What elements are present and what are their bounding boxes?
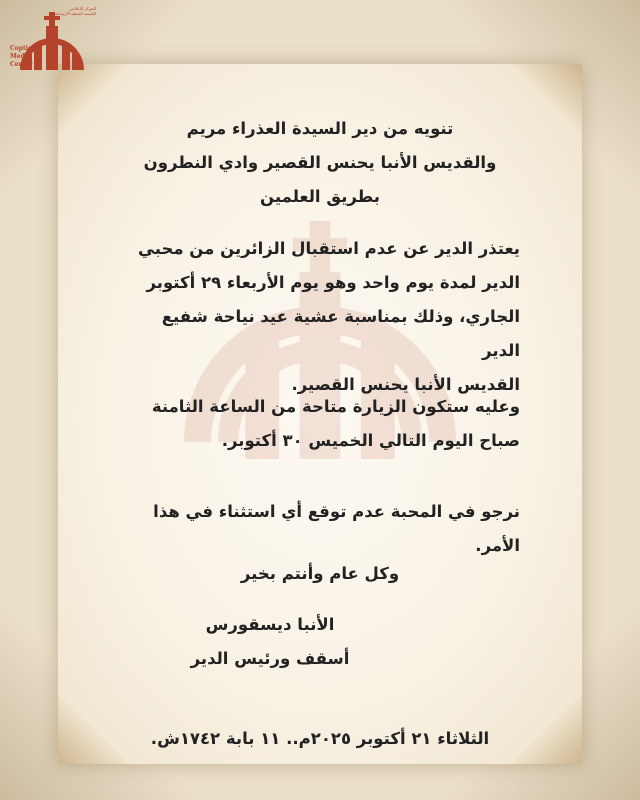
logo-text-media: Media bbox=[10, 53, 31, 60]
notice-header bbox=[120, 112, 520, 214]
paragraph-line: صباح اليوم التالي الخميس ٣٠ أكتوبر. bbox=[221, 431, 520, 450]
signature-block bbox=[180, 608, 360, 676]
notice-date: الثلاثاء ٢١ أكتوبر ٢٠٢٥م.. ١١ بابة ١٧٤٢ش. bbox=[150, 729, 490, 748]
logo-arabic-text-2: للكنيسة القبطية الأرثوذكسية bbox=[51, 11, 96, 16]
paragraph-request: نرجو في المحبة عدم توقع أي استثناء في هذا الأمر. bbox=[153, 502, 520, 555]
logo-arabic-text-1: المركز الإعلامي bbox=[68, 6, 96, 11]
greeting: وكل عام وأنتم بخير bbox=[240, 564, 400, 583]
paragraph-reopening bbox=[120, 390, 520, 458]
header-line: تنويه من دير السيدة العذراء مريم bbox=[186, 119, 454, 138]
paragraph-line: يعتذر الدير عن عدم استقبال الزائرين من محبي bbox=[138, 239, 520, 258]
paragraph-line: الجاري، وذلك بمناسبة عشية عيد نياحة شفيع الدير bbox=[161, 307, 520, 360]
paragraph-line: القديس الأنبا يحنس القصير. bbox=[291, 375, 520, 394]
paragraph-closure bbox=[120, 232, 520, 402]
coptic-media-center-logo bbox=[6, 4, 98, 76]
signature-title: أسقف ورئيس الدير bbox=[190, 649, 350, 668]
header-line: بطريق العلمين bbox=[260, 187, 380, 206]
logo-text-coptic: Coptic bbox=[10, 45, 32, 52]
logo-text-center: Center bbox=[10, 61, 33, 68]
paragraph-line: وعليه ستكون الزيارة متاحة من الساعة الثامنة bbox=[151, 397, 520, 416]
paragraph-line: الدير لمدة يوم واحد وهو يوم الأربعاء ٢٩ أكتوبر bbox=[146, 273, 520, 292]
signature-name: الأنبا ديسقورس bbox=[205, 615, 335, 634]
header-line: والقديس الأنبا يحنس القصير وادي النطرون bbox=[143, 153, 497, 172]
